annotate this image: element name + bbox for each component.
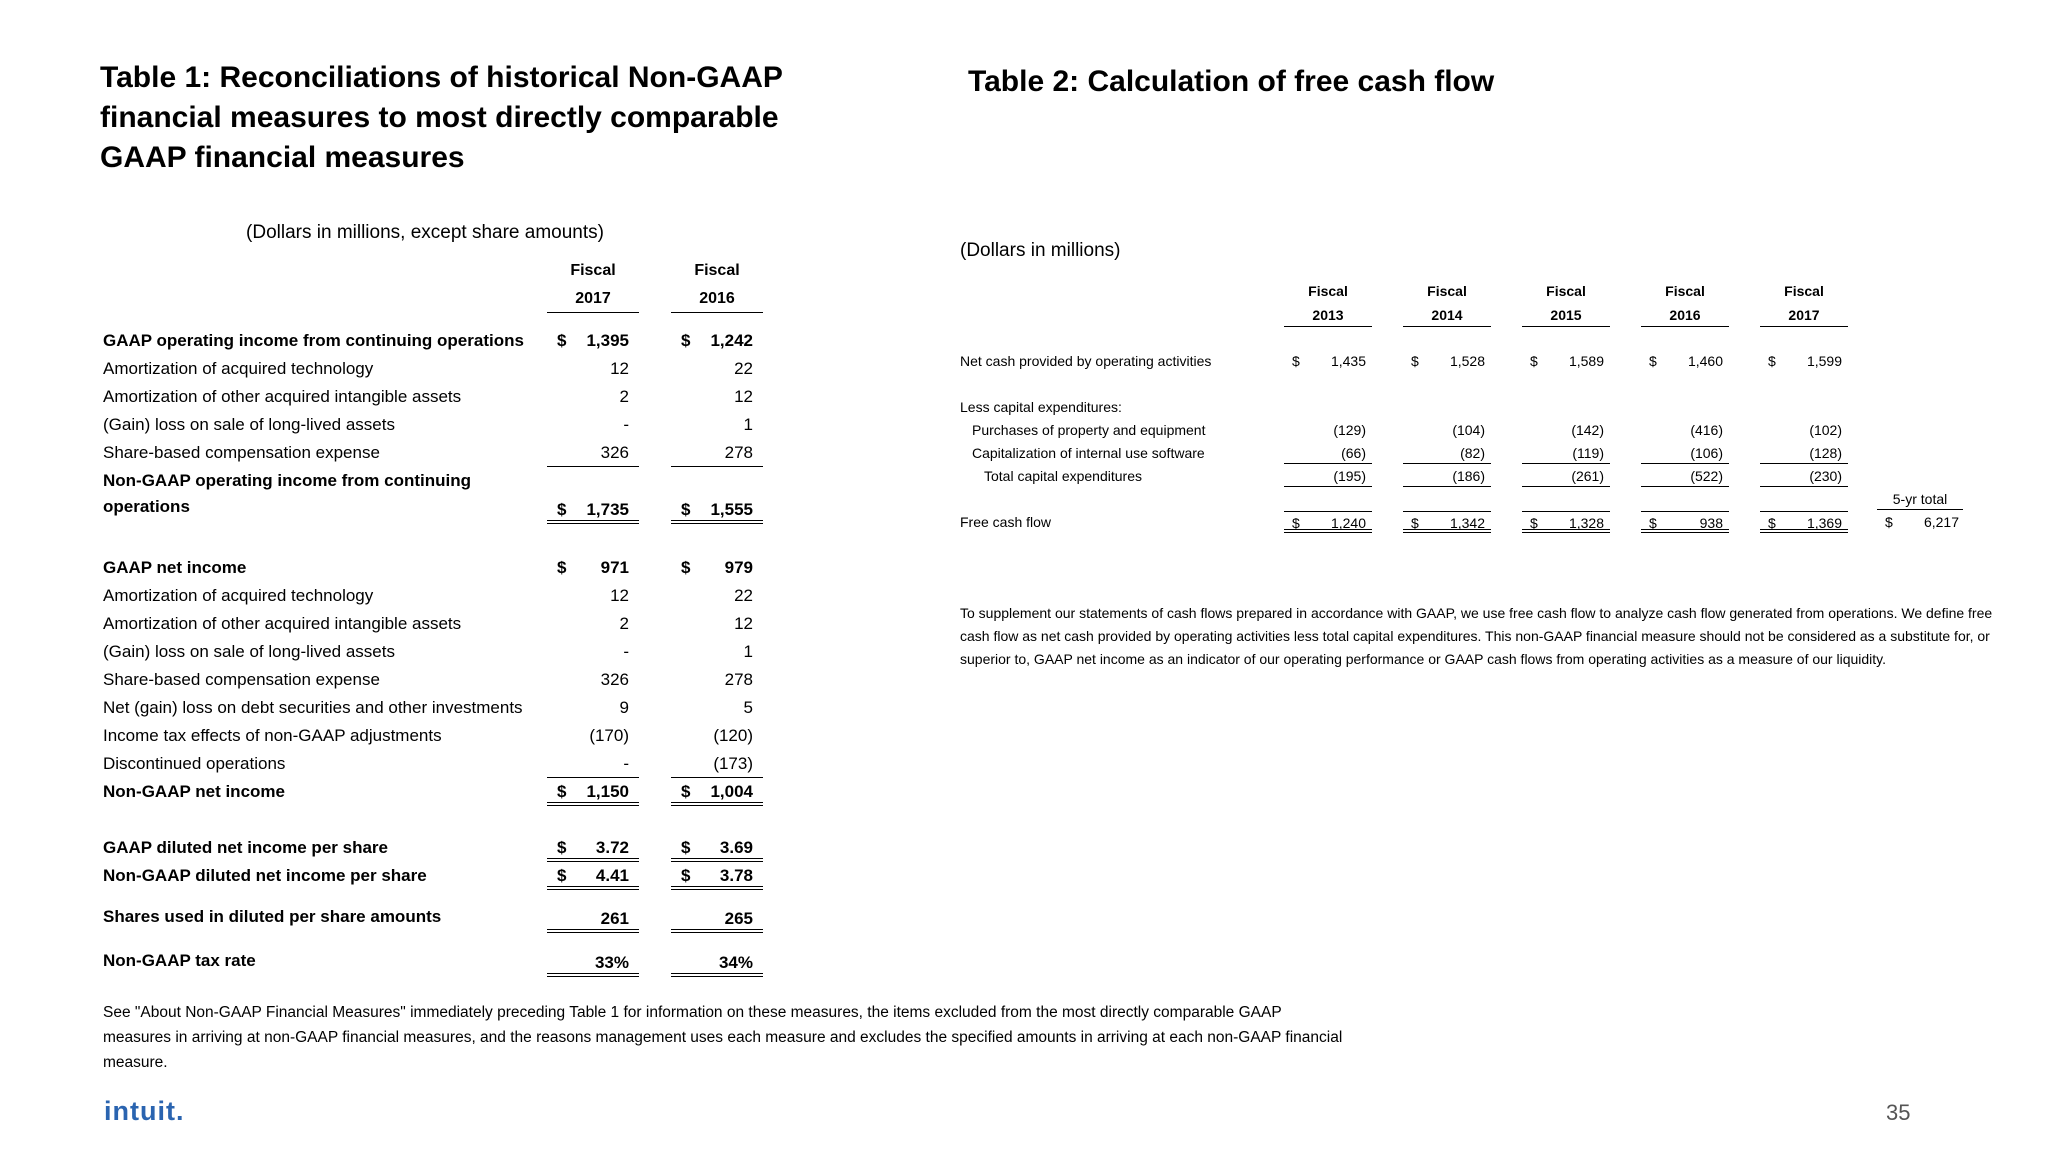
row-label: Non-GAAP operating income from continuing bbox=[103, 471, 472, 490]
table2-col3-header-line1: Fiscal bbox=[1546, 283, 1586, 299]
dollar-sign: $ bbox=[1530, 515, 1538, 531]
table-row bbox=[103, 862, 793, 890]
table2-col1-header-line1: Fiscal bbox=[1308, 283, 1348, 299]
row-label: Net cash provided by operating activities bbox=[960, 353, 1212, 369]
table1-col2-header-line2: 2016 bbox=[671, 286, 763, 313]
cell-value: (416) bbox=[1690, 422, 1723, 438]
cell-value: (170) bbox=[589, 726, 629, 745]
cell-value: (128) bbox=[1809, 445, 1842, 461]
dollar-sign: $ bbox=[557, 500, 567, 519]
cell-value: 278 bbox=[724, 670, 753, 689]
table-row bbox=[960, 419, 2048, 441]
table2-col4-header-line1: Fiscal bbox=[1665, 283, 1705, 299]
cell-value: 1 bbox=[743, 415, 753, 434]
cell-value: 1 bbox=[743, 642, 753, 661]
cell-value: 326 bbox=[600, 443, 629, 462]
table2-note: To supplement our statements of cash flows prepared in accordance with GAAP, we use free cash flow to analyze cash flow generated from operations. We define free cash flow as net cash provided by operating activities less total capital expenditures. This non-GAAP financial measure should not be considered as a substitute for, or superior to, GAAP net income as an indicator of our operating performance or GAAP cash flows from operating activities as a measure of our liquidity. bbox=[960, 605, 1993, 667]
dollar-sign: $ bbox=[1885, 514, 1893, 530]
table-row bbox=[103, 947, 793, 975]
cell-value: 3.69 bbox=[719, 838, 753, 857]
table-row bbox=[103, 327, 793, 355]
cell-value: 971 bbox=[600, 558, 629, 577]
table2-unit-caption: (Dollars in millions) bbox=[960, 240, 1121, 261]
table-row bbox=[960, 350, 2048, 372]
table-row bbox=[103, 750, 793, 778]
dollar-sign: $ bbox=[557, 331, 567, 350]
cell-value: 4.41 bbox=[595, 866, 629, 885]
dollar-sign: $ bbox=[1530, 353, 1538, 369]
row-label: GAAP diluted net income per share bbox=[103, 838, 388, 857]
cell-value: 3.72 bbox=[595, 838, 629, 857]
dollar-sign: $ bbox=[681, 838, 691, 857]
cell-value: 1,240 bbox=[1330, 515, 1366, 531]
cell-value: (522) bbox=[1690, 468, 1723, 484]
cell-value: 1,460 bbox=[1687, 353, 1723, 369]
table-row bbox=[103, 903, 793, 931]
table2-col3-header-line2: 2015 bbox=[1522, 304, 1610, 327]
cell-value: 1,342 bbox=[1449, 515, 1485, 531]
row-label: Discontinued operations bbox=[103, 754, 286, 773]
cell-value: 1,004 bbox=[710, 782, 753, 801]
table-row bbox=[960, 396, 2048, 418]
cell-value: 1,150 bbox=[586, 782, 629, 801]
table-row bbox=[103, 582, 793, 610]
cell-value: (104) bbox=[1452, 422, 1485, 438]
table1-title: Table 1: Reconciliations of historical Non-GAAP financial measures to most directly comparable GAAP financial measures bbox=[100, 61, 783, 174]
row-label: Net (gain) loss on debt securities and other investments bbox=[103, 698, 523, 717]
row-label: Shares used in diluted per share amounts bbox=[103, 907, 442, 926]
cell-value: 1,328 bbox=[1568, 515, 1604, 531]
table-row bbox=[103, 834, 793, 862]
row-label: Capitalization of internal use software bbox=[972, 445, 1205, 461]
table2-col2-header-line1: Fiscal bbox=[1427, 283, 1467, 299]
dollar-sign: $ bbox=[1649, 515, 1657, 531]
dollar-sign: $ bbox=[681, 782, 691, 801]
cell-value: - bbox=[623, 415, 629, 434]
cell-value: 9 bbox=[619, 698, 629, 717]
table2-title: Table 2: Calculation of free cash flow bbox=[968, 65, 1495, 98]
dollar-sign: $ bbox=[557, 838, 567, 857]
row-label: Total capital expenditures bbox=[984, 468, 1142, 484]
intuit-logo: intuit. bbox=[104, 1096, 185, 1126]
table2-col2-header-line2: 2014 bbox=[1403, 304, 1491, 327]
dollar-sign: $ bbox=[557, 782, 567, 801]
table-row bbox=[960, 442, 2048, 464]
table1-unit-caption: (Dollars in millions, except share amounts) bbox=[246, 222, 604, 243]
table1-col1-header-line1: Fiscal bbox=[570, 262, 616, 279]
cell-value: (230) bbox=[1809, 468, 1842, 484]
table-row bbox=[103, 439, 793, 467]
table-row bbox=[103, 493, 793, 521]
cell-value: 3.78 bbox=[719, 866, 753, 885]
cell-value: (173) bbox=[713, 754, 753, 773]
cell-value: 12 bbox=[610, 359, 629, 378]
cell-value: 326 bbox=[600, 670, 629, 689]
table2-col5-header-line2: 2017 bbox=[1760, 304, 1848, 327]
cell-value: (186) bbox=[1452, 468, 1485, 484]
cell-value: - bbox=[623, 754, 629, 773]
table-row-label-line1 bbox=[103, 467, 793, 495]
table-row bbox=[103, 638, 793, 666]
cell-value: 278 bbox=[724, 443, 753, 462]
table-row bbox=[103, 411, 793, 439]
row-label: Amortization of acquired technology bbox=[103, 586, 374, 605]
cell-value: - bbox=[623, 642, 629, 661]
cell-value: 265 bbox=[724, 909, 753, 928]
five-yr-total-label: 5-yr total bbox=[1877, 488, 1963, 510]
row-label: Non-GAAP net income bbox=[103, 782, 285, 801]
table-row bbox=[103, 778, 793, 806]
row-label: Share-based compensation expense bbox=[103, 670, 380, 689]
table-row bbox=[103, 610, 793, 638]
table-row bbox=[103, 554, 793, 582]
cell-value: (195) bbox=[1333, 468, 1366, 484]
cell-value: 34% bbox=[718, 953, 753, 972]
cell-value: 1,555 bbox=[710, 500, 753, 519]
cell-value: 1,735 bbox=[586, 500, 629, 519]
dollar-sign: $ bbox=[681, 866, 691, 885]
cell-value: (106) bbox=[1690, 445, 1723, 461]
cell-value: 1,435 bbox=[1330, 353, 1366, 369]
cell-value: (119) bbox=[1572, 445, 1604, 461]
row-label: GAAP net income bbox=[103, 558, 247, 577]
cell-value: (261) bbox=[1571, 468, 1604, 484]
cell-value: 1,589 bbox=[1568, 353, 1604, 369]
row-label: Non-GAAP diluted net income per share bbox=[103, 866, 427, 885]
table-row bbox=[103, 722, 793, 750]
cell-value: 261 bbox=[600, 909, 629, 928]
table-row bbox=[103, 383, 793, 411]
dollar-sign: $ bbox=[1292, 515, 1300, 531]
dollar-sign: $ bbox=[557, 558, 567, 577]
row-label: Free cash flow bbox=[960, 514, 1052, 530]
cell-value: 1,395 bbox=[586, 331, 629, 350]
row-label-line2: operations bbox=[103, 497, 190, 516]
cell-value: 1,369 bbox=[1806, 515, 1842, 531]
row-label: (Gain) loss on sale of long-lived assets bbox=[103, 415, 395, 434]
cell-value: 1,242 bbox=[710, 331, 753, 350]
cell-value: (102) bbox=[1809, 422, 1842, 438]
dollar-sign: $ bbox=[681, 500, 691, 519]
row-label: Purchases of property and equipment bbox=[972, 422, 1206, 438]
cell-value: 12 bbox=[610, 586, 629, 605]
dollar-sign: $ bbox=[1292, 353, 1300, 369]
table-row bbox=[960, 465, 2048, 487]
cell-value: 12 bbox=[734, 387, 753, 406]
row-label: Share-based compensation expense bbox=[103, 443, 380, 462]
dollar-sign: $ bbox=[1649, 353, 1657, 369]
page-number: 35 bbox=[1886, 1100, 1911, 1125]
table1-col2-header-line1: Fiscal bbox=[694, 262, 740, 279]
cell-value: 979 bbox=[724, 558, 753, 577]
dollar-sign: $ bbox=[1768, 515, 1776, 531]
dollar-sign: $ bbox=[681, 558, 691, 577]
cell-value: (129) bbox=[1333, 422, 1366, 438]
table1-col1-header-line2: 2017 bbox=[547, 286, 639, 313]
table2-col5-header-line1: Fiscal bbox=[1784, 283, 1824, 299]
table1-footnote: See "About Non-GAAP Financial Measures" immediately preceding Table 1 for information on these measures, the items excluded from the most directly comparable GAAP measures in arriving at non-GAAP financial measures, and the reasons management uses each measure and excludes the specified amounts in arriving at each non-GAAP financial measure. bbox=[103, 1004, 1343, 1071]
row-label: Amortization of other acquired intangible assets bbox=[103, 387, 462, 406]
row-label: Non-GAAP tax rate bbox=[103, 951, 256, 970]
cell-value: 2 bbox=[619, 614, 629, 633]
cell-value: 1,528 bbox=[1449, 353, 1485, 369]
cell-value: (142) bbox=[1571, 422, 1604, 438]
row-label: Amortization of other acquired intangible assets bbox=[103, 614, 462, 633]
cell-value: 33% bbox=[594, 953, 629, 972]
cell-value: 5 bbox=[743, 698, 753, 717]
cell-value: 1,599 bbox=[1806, 353, 1842, 369]
dollar-sign: $ bbox=[681, 331, 691, 350]
row-label: Income tax effects of non-GAAP adjustments bbox=[103, 726, 442, 745]
cell-value: 12 bbox=[734, 614, 753, 633]
table-row bbox=[960, 488, 2048, 510]
cell-value: 22 bbox=[734, 359, 753, 378]
row-label: GAAP operating income from continuing operations bbox=[103, 331, 524, 350]
table-row bbox=[960, 511, 2048, 533]
dollar-sign: $ bbox=[1411, 515, 1419, 531]
five-yr-total-value: 6,217 bbox=[1923, 514, 1959, 530]
table-row bbox=[103, 666, 793, 694]
cell-value: 22 bbox=[734, 586, 753, 605]
less-capex-label: Less capital expenditures: bbox=[960, 399, 1122, 415]
table2-col1-header-line2: 2013 bbox=[1284, 304, 1372, 327]
row-label: Amortization of acquired technology bbox=[103, 359, 374, 378]
dollar-sign: $ bbox=[1768, 353, 1776, 369]
cell-value: 938 bbox=[1699, 515, 1723, 531]
table2-col4-header-line2: 2016 bbox=[1641, 304, 1729, 327]
dollar-sign: $ bbox=[1411, 353, 1419, 369]
cell-value: (82) bbox=[1460, 445, 1485, 461]
cell-value: (66) bbox=[1341, 445, 1366, 461]
table-row bbox=[103, 355, 793, 383]
table-row bbox=[103, 694, 793, 722]
cell-value: 2 bbox=[619, 387, 629, 406]
row-label: (Gain) loss on sale of long-lived assets bbox=[103, 642, 395, 661]
cell-value: (120) bbox=[713, 726, 753, 745]
dollar-sign: $ bbox=[557, 866, 567, 885]
